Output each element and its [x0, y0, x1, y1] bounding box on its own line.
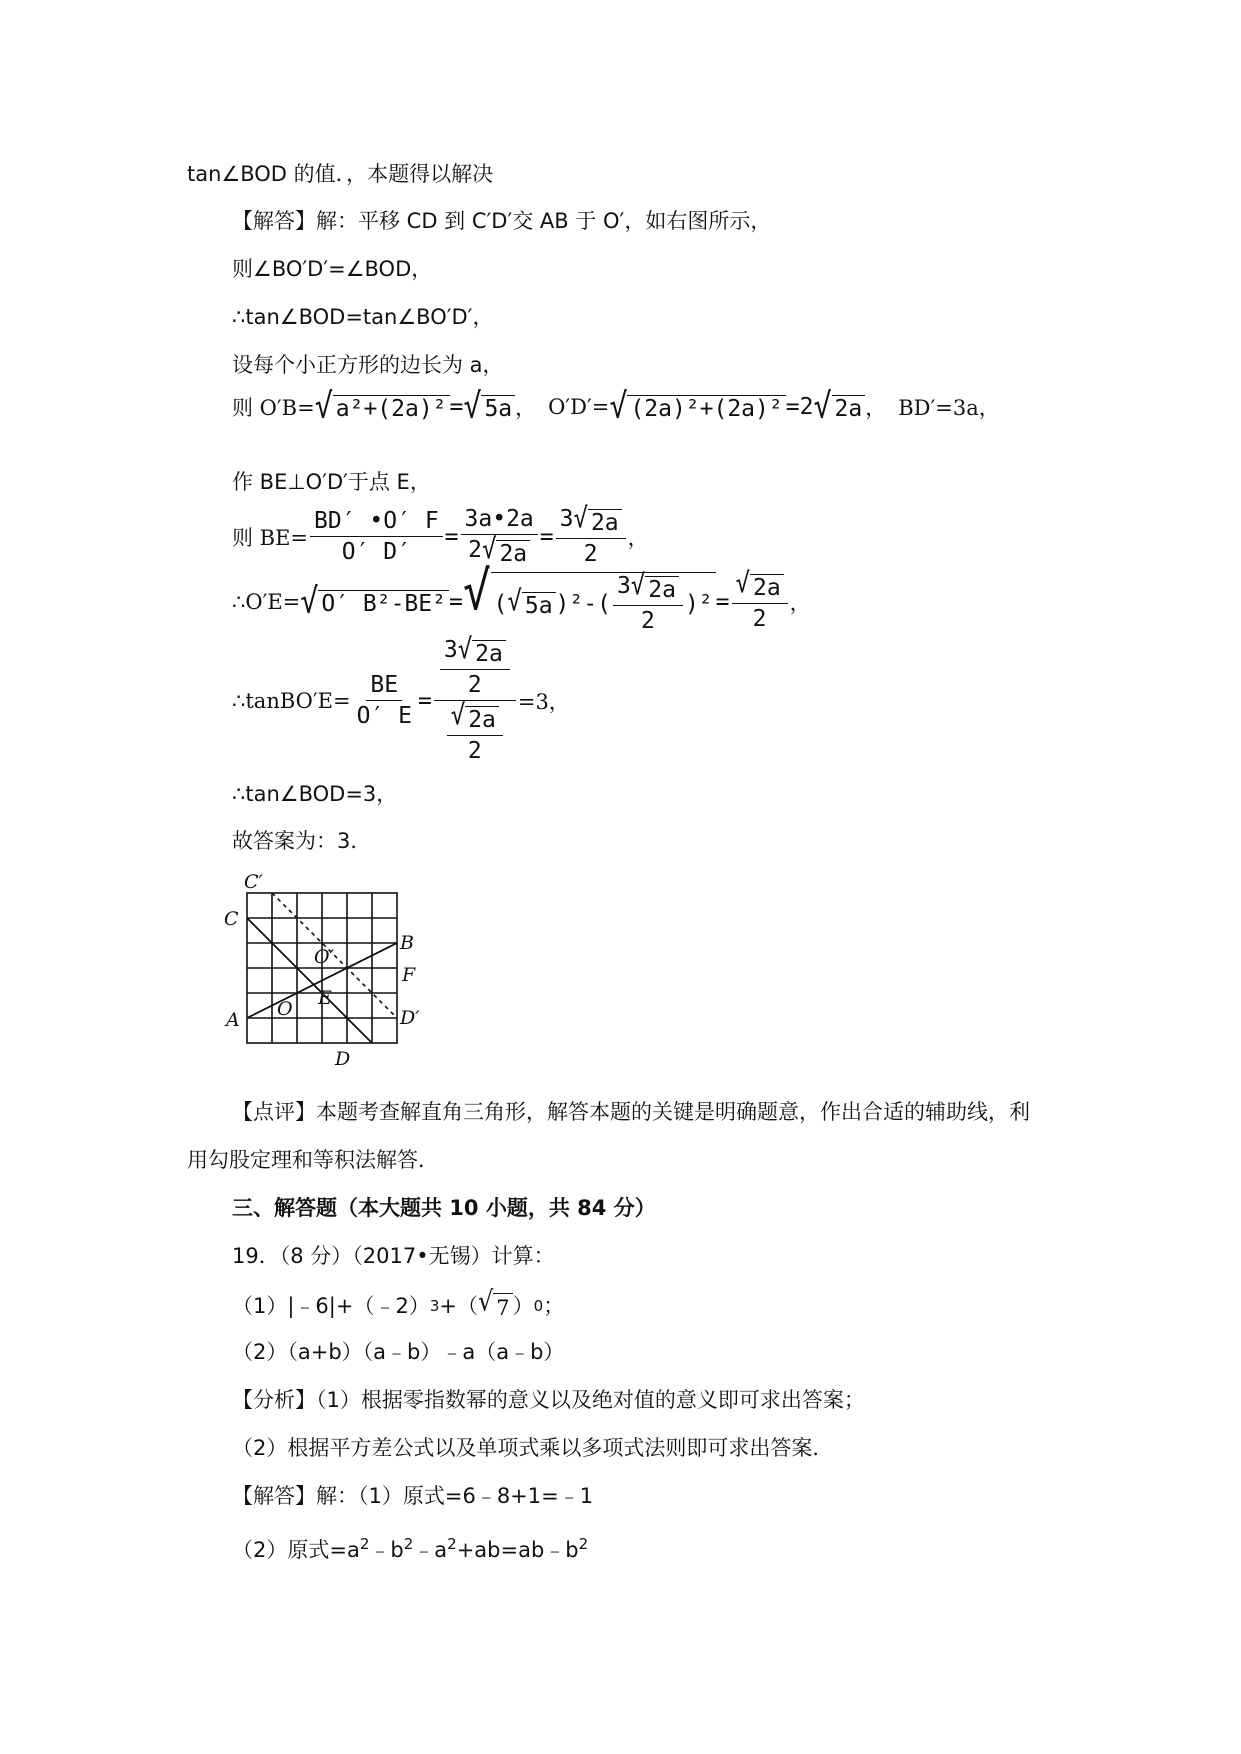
result: =3，	[517, 689, 570, 714]
sqrt-body: 2a	[496, 540, 530, 567]
question-part-2: （2）（a+b）（a﹣b）﹣a（a﹣b）	[232, 1340, 565, 1364]
sqrt-body: 2a	[588, 509, 622, 536]
compound-fraction	[434, 632, 516, 764]
text-label: 则 O′B=	[232, 396, 315, 420]
exponent: 2	[403, 1535, 414, 1553]
numerator: 3a•2a	[461, 506, 538, 535]
equals: =	[449, 394, 464, 420]
denominator: 2	[752, 606, 767, 632]
sqrt-expr: √ (2a)²+(2a)²	[609, 392, 785, 422]
equals: =	[417, 687, 432, 714]
text-label: ∴tanBO′E=	[232, 688, 351, 713]
label-d-prime: D′	[400, 1007, 420, 1029]
text-label: ﹣a	[413, 1538, 448, 1562]
text-line: 故答案为：3．	[232, 829, 372, 853]
numerator: BD′ •O′ F	[310, 508, 443, 537]
sqrt-body: O′ B²-BE²	[318, 590, 449, 617]
comma: ，	[627, 525, 649, 550]
sqrt-expr: √ O′ B²-BE²	[300, 587, 449, 617]
sqrt-expr: √ 2a	[631, 573, 679, 603]
denominator: 2	[467, 738, 482, 764]
text-label: +（	[439, 1294, 478, 1318]
sqrt-expr: √ 2a	[482, 537, 530, 567]
sqrt-expr: √ ( √ 5a )²-( 3 √ 2a 2 )²	[463, 569, 716, 634]
fraction	[310, 508, 443, 565]
coefficient: 2	[468, 537, 482, 563]
numerator	[447, 698, 503, 736]
label-d: D	[335, 1048, 351, 1070]
numerator	[556, 501, 626, 539]
segment-cd	[247, 918, 372, 1043]
text-label: BD′=3a，	[898, 396, 1000, 420]
sqrt-expr: √ a²+(2a)²	[315, 392, 450, 422]
label-c-prime: C′	[244, 871, 263, 893]
text-label: ；	[543, 1294, 565, 1318]
math-line-oe	[232, 559, 811, 634]
sqrt-expr: √ 5a	[507, 589, 555, 619]
exponent: 2	[578, 1535, 589, 1553]
answer-line	[232, 1530, 588, 1564]
exponent: 0	[533, 1297, 544, 1315]
sqrt-expr: √ 2a	[451, 703, 499, 733]
sqrt-body: 2a	[472, 640, 506, 667]
equals: =	[444, 523, 459, 550]
text-label: 则 BE=	[232, 525, 309, 550]
sqrt-expr: √ 5a	[463, 392, 515, 422]
sqrt-expr: √ 2a	[574, 506, 622, 536]
math-line-be	[232, 501, 649, 567]
text-line: 作 BE⊥O′D′于点 E，	[232, 470, 431, 494]
fraction	[613, 568, 683, 634]
comma: ，	[865, 396, 887, 420]
sqrt-body: 5a	[481, 395, 515, 422]
numerator	[613, 568, 683, 606]
sqrt-body	[491, 568, 716, 634]
coefficient: 3	[559, 506, 574, 532]
text-line: tan∠BOD 的值．，本题得以解决	[187, 162, 494, 186]
text-label: ∴O′E=	[232, 589, 301, 614]
grid-lines	[247, 893, 397, 1043]
text-label: ）	[512, 1294, 534, 1318]
sqrt-body: 7	[493, 1293, 512, 1322]
text-label: ﹣b	[369, 1538, 404, 1562]
sqrt-expr: √ 2a	[736, 571, 784, 601]
coefficient: 3	[443, 637, 458, 663]
label-f: F	[402, 964, 416, 986]
text-line: 设每个小正方形的边长为 a，	[232, 353, 504, 377]
sqrt-body: 2a	[465, 706, 499, 733]
label-c: C	[224, 908, 239, 930]
equals: =	[448, 588, 463, 615]
sqrt-expr: √ 7	[478, 1290, 513, 1322]
text-label: O′D′=	[548, 395, 610, 419]
math-line-ob	[232, 386, 1000, 427]
numerator	[732, 566, 788, 604]
sqrt-body: 2a	[750, 574, 784, 601]
section-heading: 三、解答题（本大题共 10 小题，共 84 分）	[232, 1196, 656, 1220]
denominator: O′ D′	[341, 539, 411, 565]
text-line: 【解答】解：平移 CD 到 C′D′交 AB 于 O′，如右图所示，	[232, 209, 772, 233]
comma: ，	[789, 590, 811, 615]
denominator: 2	[583, 541, 598, 567]
sqrt-body: 2a	[832, 395, 866, 422]
label-a: A	[226, 1009, 240, 1031]
comma: ，	[515, 396, 537, 420]
text-label: +ab=ab﹣b	[456, 1538, 579, 1562]
numerator	[434, 632, 516, 701]
paren: (	[493, 590, 508, 617]
equals: =2	[785, 394, 814, 420]
sqrt-body: 2a	[645, 576, 679, 603]
sqrt-body: 5a	[522, 592, 556, 619]
sqrt-expr: √ 2a	[813, 392, 865, 422]
exponent: 2	[447, 1535, 457, 1553]
paren: )²	[684, 590, 713, 617]
label-o-prime: O′	[314, 946, 334, 968]
label-o: O	[277, 998, 293, 1020]
fraction	[732, 566, 788, 632]
denominator: O′ E	[356, 703, 412, 729]
coefficient: 3	[616, 573, 631, 599]
paren: )²-(	[555, 590, 611, 617]
fraction	[556, 501, 626, 567]
grid-figure	[222, 868, 432, 1078]
analysis-line: 【分析】（1）根据零指数幂的意义以及绝对值的意义即可求出答案；	[232, 1388, 865, 1412]
equals: =	[539, 523, 554, 550]
question-part-1	[232, 1285, 565, 1322]
denominator	[441, 698, 509, 764]
exponent: 3	[429, 1297, 440, 1315]
sqrt-body: (2a)²+(2a)²	[627, 395, 785, 422]
math-line-tan	[232, 632, 570, 764]
equals: =	[715, 588, 730, 615]
text-line: ∴tan∠BOD=3，	[232, 782, 398, 806]
label-e: E	[318, 987, 332, 1009]
question-title: 19．（8 分）（2017•无锡）计算：	[232, 1244, 555, 1268]
text-label: （2）原式=a	[232, 1538, 360, 1562]
text-line: ∴tan∠BOD=tan∠BO′D′，	[232, 305, 494, 329]
fraction	[440, 632, 510, 698]
numerator: BE	[366, 672, 402, 701]
analysis-line: （2）根据平方差公式以及单项式乘以多项式法则即可求出答案．	[232, 1436, 834, 1460]
sqrt-expr: √ 2a	[458, 637, 506, 667]
text-line: 用勾股定理和等积法解答．	[187, 1148, 439, 1172]
text-line: 则∠BO′D′=∠BOD，	[232, 257, 433, 281]
answer-line: 【解答】解：（1）原式=6﹣8+1=﹣1	[232, 1484, 594, 1508]
sqrt-body: a²+(2a)²	[333, 395, 450, 422]
fraction	[353, 672, 416, 729]
text-line: 【点评】本题考查解直角三角形，解答本题的关键是明确题意，作出合适的辅助线，利	[232, 1100, 1030, 1124]
text-label: （1）|﹣6|+（﹣2）	[232, 1294, 430, 1318]
exponent: 2	[359, 1535, 370, 1553]
fraction	[447, 698, 503, 764]
denominator: 2	[641, 608, 655, 634]
denominator: 2	[467, 672, 482, 698]
numerator	[440, 632, 510, 670]
fraction	[461, 506, 538, 567]
label-b: B	[400, 932, 414, 954]
